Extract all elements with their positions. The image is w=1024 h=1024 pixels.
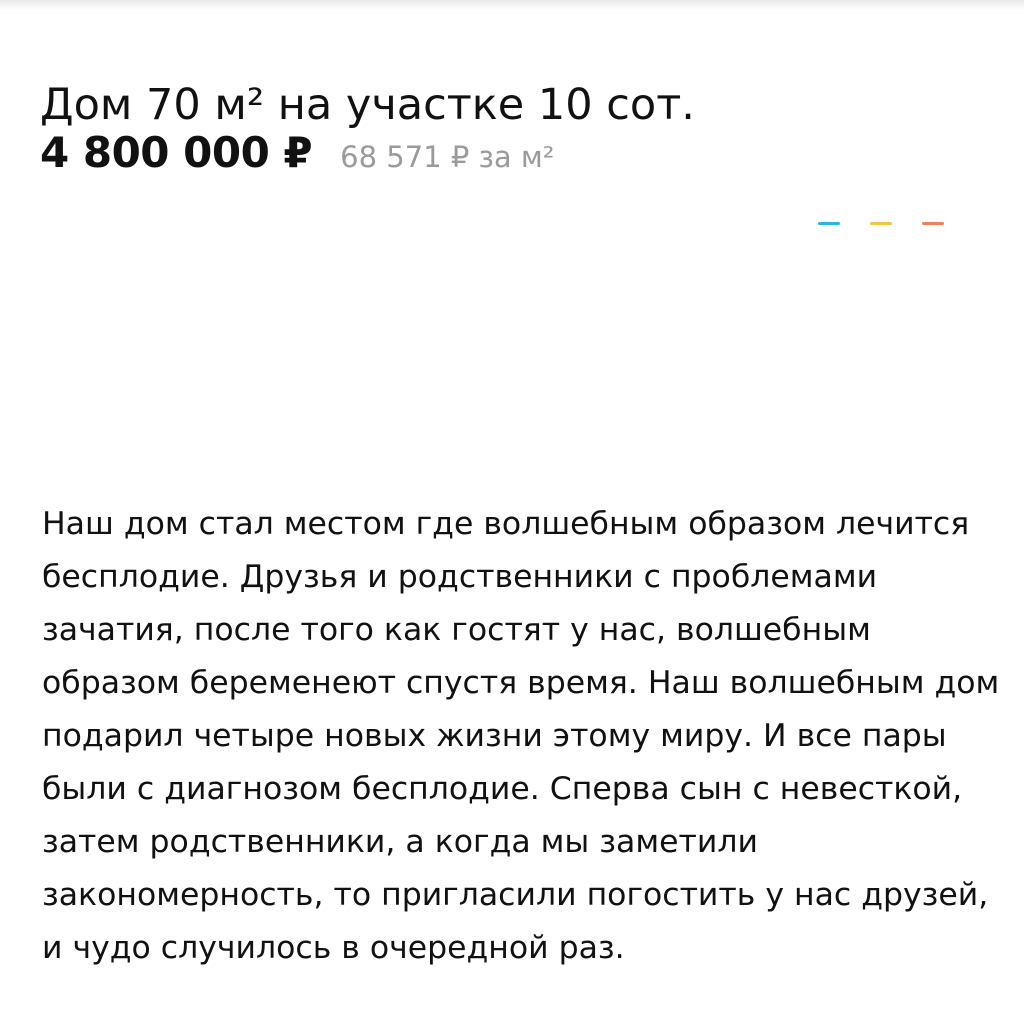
listing-description: Наш дом стал местом где волшебным образом лечится бесплодие. Друзья и родственники с проблемами зачатия, после того как гостят у нас, волшебным образом беременеют спустя время. Наш волшебным дом подарил четыре новых жизни этому миру. И все пары были с диагнозом бесплодие. Сперва сын с невесткой, затем родственники, а когда мы заметили закономерность, то пригласили погостить у нас друзей, и чудо случилось в очередной раз. <box>42 506 1000 966</box>
price-row <box>40 128 1000 192</box>
loader-dot <box>922 222 944 225</box>
listing-price: 4 800 000 ₽ <box>40 128 313 177</box>
loader-dot <box>870 222 892 225</box>
price-per-square-meter: 68 571 ₽ за м² <box>340 140 555 174</box>
loading-indicator <box>818 222 948 228</box>
top-edge-shadow <box>0 0 1024 10</box>
listing-title: Дом 70 м² на участке 10 сот. <box>40 79 695 130</box>
loader-dot <box>818 222 840 225</box>
